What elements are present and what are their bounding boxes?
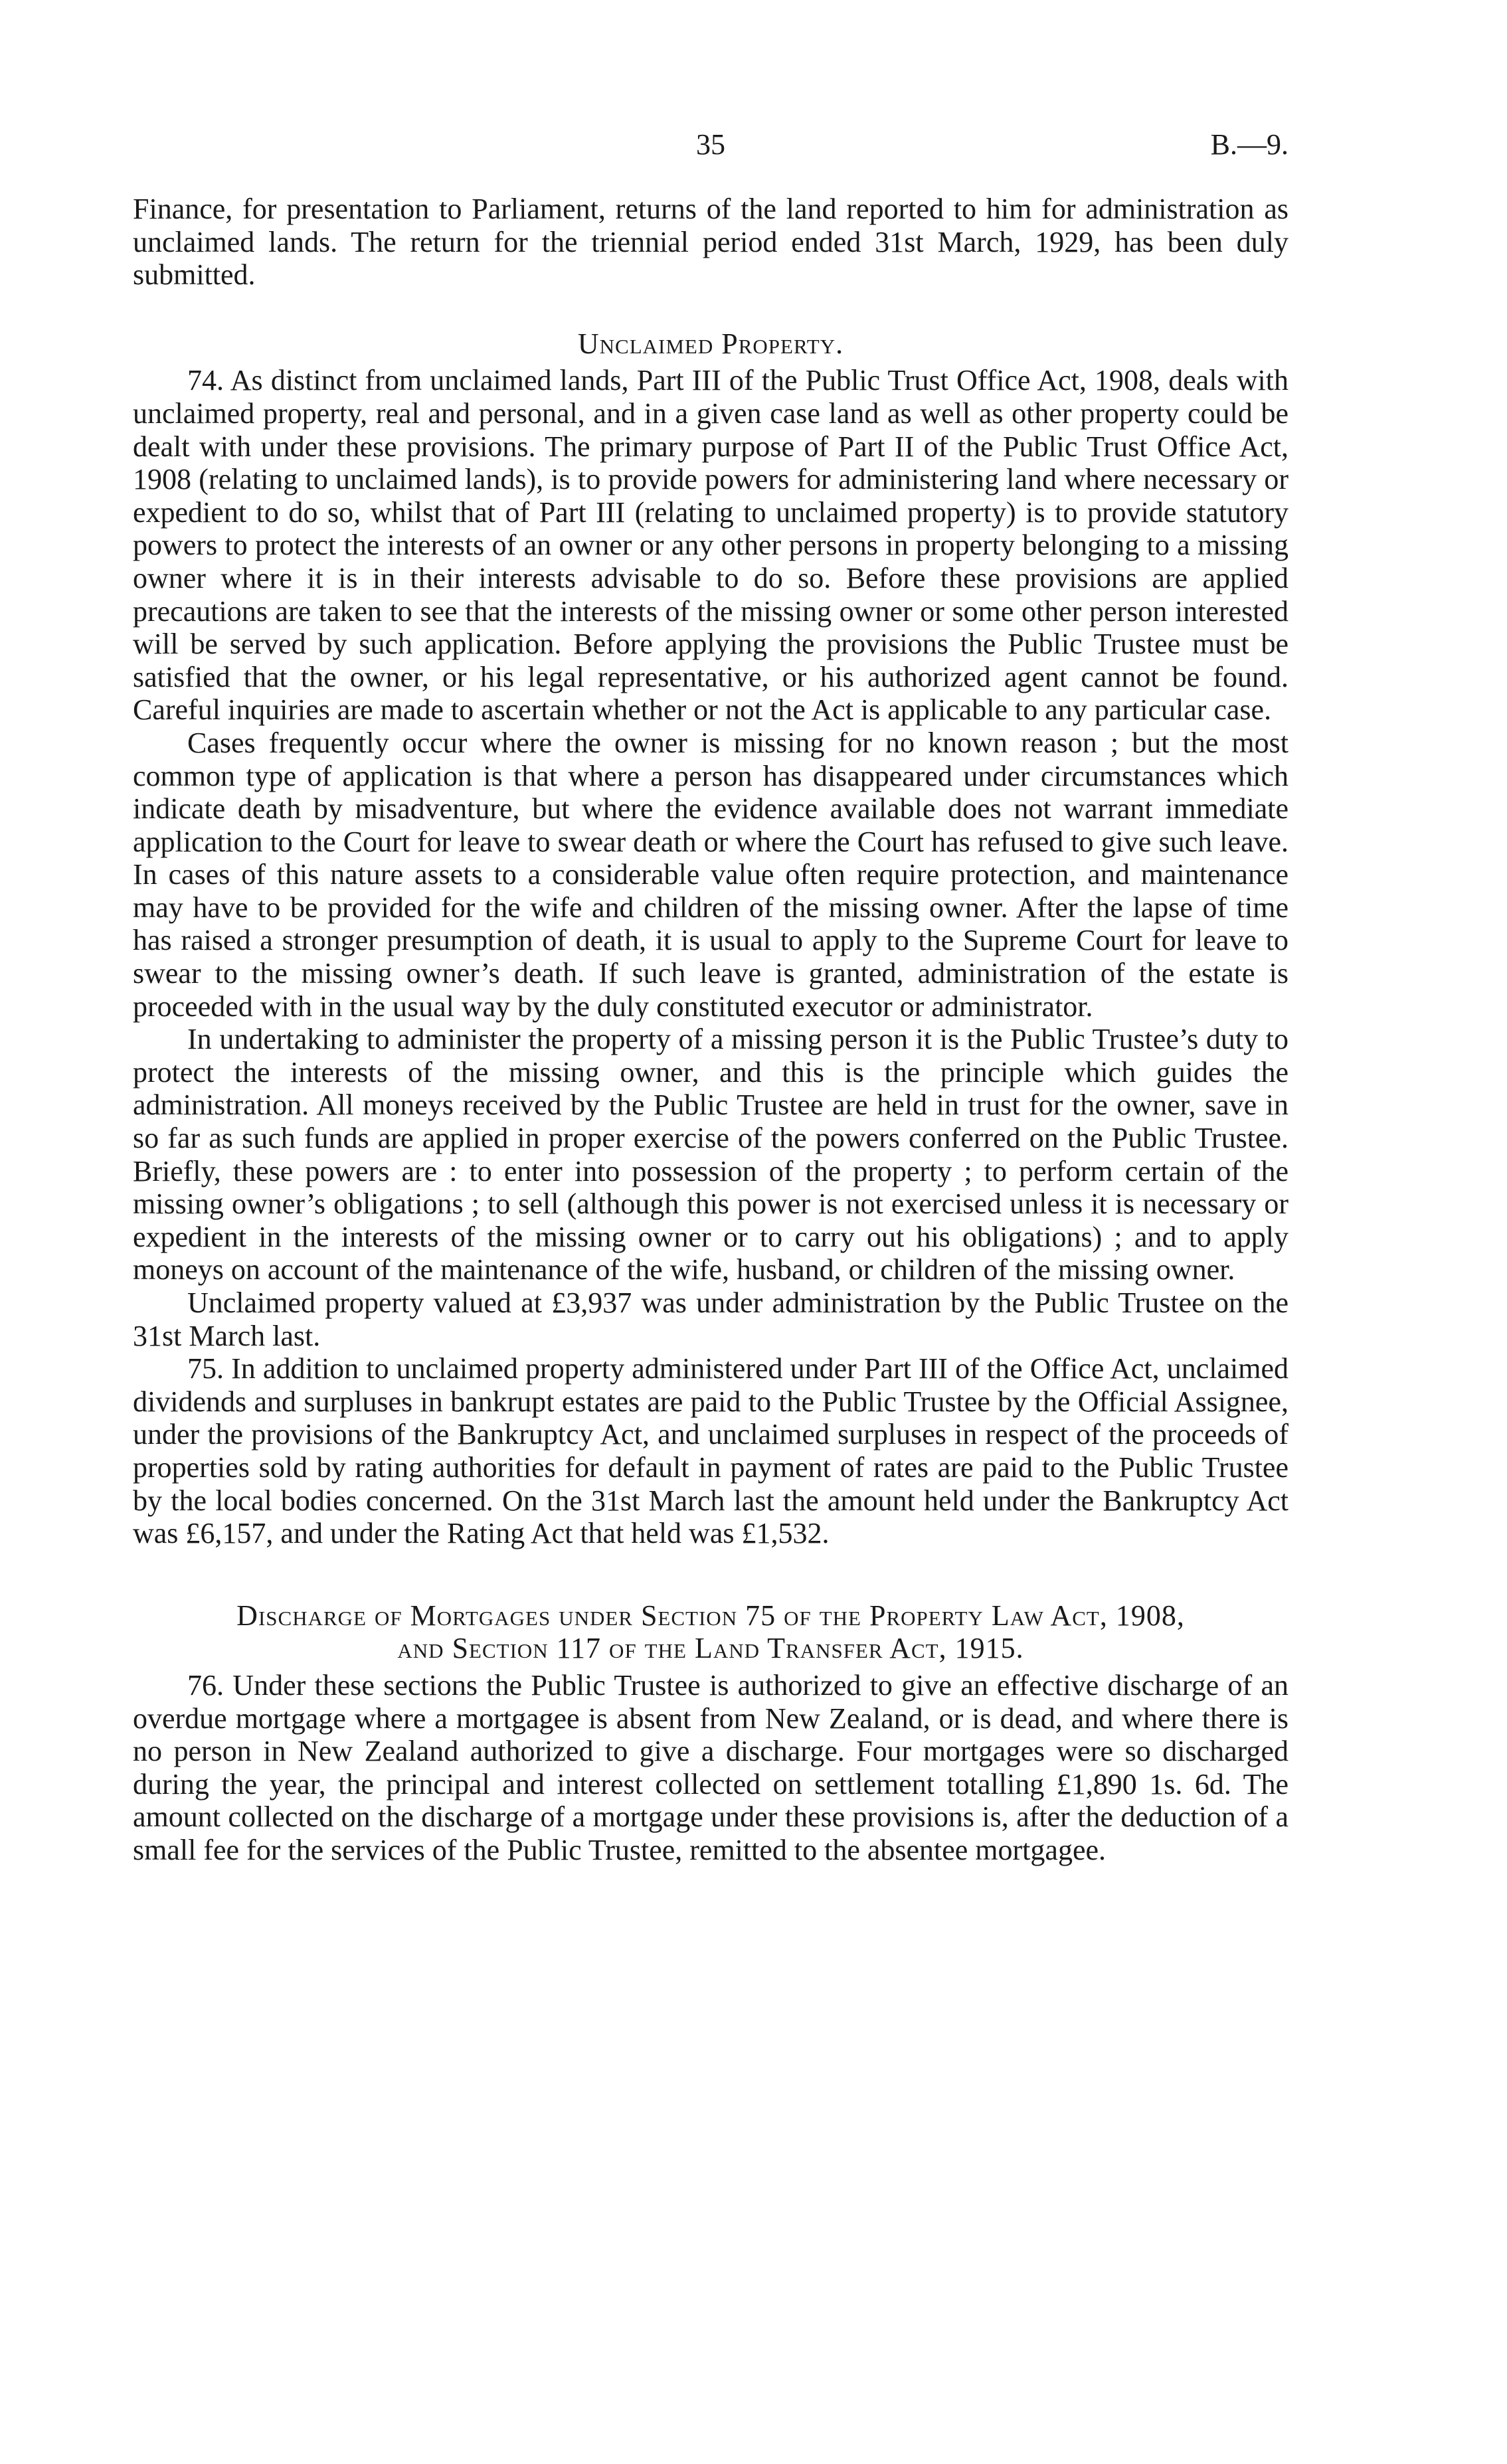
heading-unclaimed-property: Unclaimed Property. bbox=[577, 327, 844, 360]
paragraph-74-administration: In undertaking to administer the property of a missing person it is the Public Trustee’s duty to protect the interests of the missing owner, and this is the principle which guides the administration. All moneys received by the Public Trustee are held in trust for the owner, save in so far as such funds are applied in proper exercise of the powers conferred on the Public Trustee. Briefly, these powers are : to enter into possession of the property ; to perform certain of the missing owner’s obligations ; to sell (although this power is not exercised unless it is necessary or expedient in the interests of the missing owner or to carry out his obligations) ; and to apply moneys on account of the maintenance of the wife, husband, or children of the missing owner. bbox=[133, 1023, 1288, 1286]
body-text bbox=[133, 193, 1288, 1867]
paragraph-74: 74. As distinct from unclaimed lands, Part III of the Public Trust Office Act, 1908, deals with unclaimed property, real and personal, and in a given case land as well as other property could be dealt with under these provisions. The primary purpose of Part II of the Public Trust Office Act, 1908 (relating to unclaimed lands), is to provide powers for administering land where necessary or expedient to do so, whilst that of Part III (relating to unclaimed property) is to provide statutory powers to protect the interests of an owner or any other persons in property belonging to a missing owner where it is in their interests advisable to do so. Before these provisions are applied precautions are taken to see that the interests of the missing owner or some other person interested will be served by such application. Before applying the provisions the Public Trustee must be satisfied that the owner, or his legal representative, or his authorized agent cannot be found. Careful inquiries are made to ascertain whether or not the Act is applicable to any particular case. bbox=[133, 364, 1288, 727]
paragraph-74-value: Unclaimed property valued at £3,937 was under administration by the Public Trustee on the 31st March last. bbox=[133, 1286, 1288, 1352]
heading-discharge-line-1: Discharge of Mortgages under Section 75 of the Property Law Act, 1908, bbox=[236, 1599, 1185, 1632]
paragraph-74-missing-owner: Cases frequently occur where the owner is missing for no known reason ; but the most common type of application is that where a person has disappeared under circumstances which indicate death by misadventure, but where the evidence available does not warrant immediate application to the Court for leave to swear death or where the Court has refused to give such leave. In cases of this nature assets to a considerable value often require protection, and maintenance may have to be provided for the wife and children of the missing owner. After the lapse of time has raised a stronger presumption of death, it is usual to apply to the Supreme Court for leave to swear to the missing owner’s death. If such leave is granted, administration of the estate is proceeded with in the usual way by the duly constituted executor or administrator. bbox=[133, 726, 1288, 1023]
paragraph-intro: Finance, for presentation to Parliament, returns of the land reported to him for administration as unclaimed lands. The return for the triennial period ended 31st March, 1929, has been duly submitted. bbox=[133, 193, 1288, 292]
paper-reference: B.—9. bbox=[1210, 128, 1288, 161]
page-header bbox=[133, 128, 1288, 167]
heading-discharge-of-mortgages bbox=[133, 1599, 1288, 1665]
heading-discharge-line-2: and Section 117 of the Land Transfer Act, 1915. bbox=[397, 1632, 1024, 1665]
page-number: 35 bbox=[696, 128, 725, 161]
paragraph-75: 75. In addition to unclaimed property administered under Part III of the Office Act, unclaimed dividends and surpluses in bankrupt estates are paid to the Public Trustee by the Official Assignee, under the provisions of the Bankruptcy Act, and unclaimed surpluses in respect of the proceeds of properties sold by rating authorities for default in payment of rates are paid to the Public Trustee by the local bodies concerned. On the 31st March last the amount held under the Bankruptcy Act was £6,157, and under the Rating Act that held was £1,532. bbox=[133, 1352, 1288, 1550]
paragraph-76: 76. Under these sections the Public Trustee is authorized to give an effective discharge of an overdue mortgage where a mortgagee is absent from New Zealand, or is dead, and where there is no person in New Zealand authorized to give a discharge. Four mortgages were so discharged during the year, the principal and interest collected on settlement totalling £1,890 1s. 6d. The amount collected on the discharge of a mortgage under these provisions is, after the deduction of a small fee for the services of the Public Trustee, remitted to the absentee mortgagee. bbox=[133, 1668, 1288, 1866]
